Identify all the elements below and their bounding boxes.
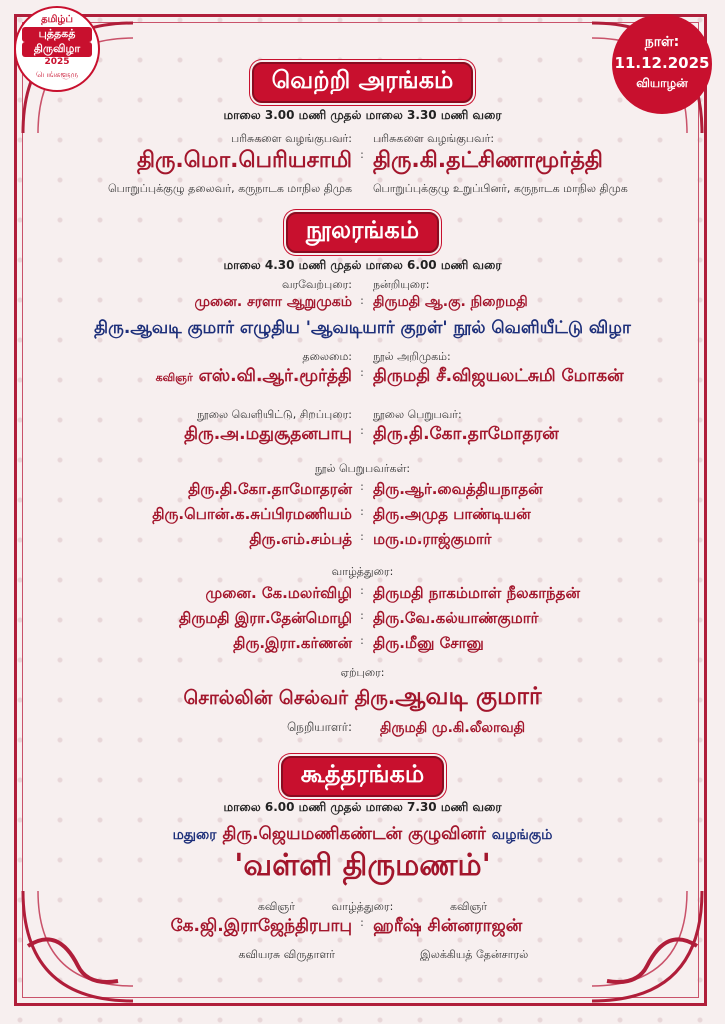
s1-left-desc: பொறுப்புக்குழு தலைவர், கருநாடக மாநில திமுக: [108, 182, 352, 195]
moderator-name: திருமதி மு.கி.லீலாவதி: [380, 720, 526, 736]
separator: :: [360, 609, 364, 622]
greet-left-1: முனை. கே.மலர்விழி: [205, 584, 352, 602]
day-value: வியாழன்: [636, 76, 688, 90]
release-role: நூலை வெளியிட்டு, சிறப்புரை:: [197, 408, 352, 421]
greet-role: வாழ்த்துரை:: [331, 565, 394, 578]
troupe-presents: வழங்கும்: [491, 827, 553, 843]
accept-role: ஏற்புரை:: [340, 666, 385, 679]
section-heading-drama: கூத்தரங்கம்: [281, 756, 444, 797]
greet-left-3: திரு.இரா.கர்ணன்: [233, 634, 352, 652]
section2-time: மாலை 4.30 மணி முதல் மாலை 6.00 மணி வரை: [223, 258, 502, 272]
section-heading-victory: வெற்றி அரங்கம்: [252, 62, 474, 103]
moderator-role: நெறியாளர்:: [286, 720, 352, 734]
launch-title: திரு.ஆவடி குமார் எழுதிய 'ஆவடியார் குறள்' நூல் வெளியீட்டு விழா: [94, 318, 631, 338]
recipient-left-3: திரு.எம்.சம்பத்: [249, 530, 352, 548]
logo-place: பெங்களூரு: [35, 70, 78, 79]
s3-left-name: கே.ஜி.இராஜேந்திரபாபு: [170, 916, 352, 936]
separator: :: [360, 584, 364, 597]
play-title: 'வள்ளி திருமணம்': [234, 848, 491, 883]
recipient-right-2: திரு.அமுத பாண்டியன்: [373, 505, 531, 523]
logo-year: 2025: [44, 57, 70, 67]
greet-right-3: திரு.மீனு சோனு: [373, 634, 484, 652]
receive-role: நூலை பெறுபவர்:: [373, 408, 462, 421]
chair-prefix: கவிஞர்: [155, 371, 193, 384]
separator: :: [360, 148, 364, 161]
s3-right-prefix: கவிஞர்: [450, 900, 488, 913]
greet-right-1: திருமதி நாகம்மாள் நீலகாந்தன்: [373, 584, 580, 602]
welcome-name: முனை. சரளா ஆறுமுகம்: [194, 294, 352, 310]
greet-right-2: திரு.வே.கல்யாண்குமார்: [373, 609, 539, 627]
welcome-role: வரவேற்புரை:: [281, 278, 352, 291]
release-name: திரு.அ.மதுசூதனபாபு: [184, 424, 352, 444]
s3-greet-role: வாழ்த்துரை:: [331, 900, 394, 913]
s1-left-role: பரிசுகளை வழங்குபவர்:: [230, 132, 352, 145]
troupe-city: மதுரை: [172, 827, 217, 843]
troupe-name: திரு.ஜெயமணிகண்டன் குழுவினர்: [222, 824, 486, 844]
separator: :: [360, 634, 364, 647]
separator: :: [360, 505, 364, 518]
receive-name: திரு.தி.கோ.தாமோதரன்: [373, 424, 559, 444]
separator: :: [360, 424, 364, 437]
separator: :: [360, 530, 364, 543]
logo-line2: திருவிழா: [22, 42, 92, 57]
s1-right-role: பரிசுகளை வழங்குபவர்:: [373, 132, 495, 145]
greet-left-2: திருமதி இரா.தேன்மொழி: [179, 609, 352, 627]
section-heading-book: நூலரங்கம்: [286, 212, 439, 253]
chair-role: தலைமை:: [302, 350, 352, 363]
s3-left-desc: கவியரசு விருதாளர்: [238, 948, 335, 961]
s1-right-name: திரு.கி.தட்சிணாமூர்த்தி: [373, 148, 603, 173]
separator: :: [360, 916, 364, 929]
separator: :: [360, 294, 364, 307]
intro-role: நூல் அறிமுகம்:: [373, 350, 451, 363]
logo-top-text: தமிழ்ப்: [41, 14, 73, 25]
date-label: நாள்:: [644, 34, 680, 50]
chair-name-line: [156, 366, 352, 388]
thanks-name: திருமதி ஆ.கு. நிறைமதி: [373, 294, 528, 310]
logo-line1: புத்தகத்: [22, 27, 92, 42]
recipient-right-3: மரு.ம.ராஜ்குமார்: [373, 530, 492, 548]
thanks-role: நன்றியுரை:: [373, 278, 430, 291]
accept-prefix: சொல்லின் செல்வர் திரு.: [183, 687, 396, 709]
s3-right-desc: இலக்கியத் தேன்சாரல்: [420, 948, 529, 961]
date-value: 11.12.2025: [614, 54, 710, 72]
s1-left-name: திரு.மொ.பெரியசாமி: [137, 148, 352, 173]
recipients-role: நூல் பெறுபவர்கள்:: [314, 462, 411, 475]
recipient-right-1: திரு.ஆர்.வைத்தியநாதன்: [373, 480, 543, 498]
section1-time: மாலை 3.00 மணி முதல் மாலை 3.30 மணி வரை: [223, 108, 502, 122]
recipient-left-1: திரு.தி.கோ.தாமோதரன்: [188, 480, 352, 498]
separator: :: [360, 366, 364, 379]
section3-time: மாலை 6.00 மணி முதல் மாலை 7.30 மணி வரை: [223, 800, 502, 814]
separator: :: [360, 480, 364, 493]
s3-right-name: ஹரீஷ் சின்னராஜன்: [373, 916, 523, 936]
s1-right-desc: பொறுப்புக்குழு உறுப்பினர், கருநாடக மாநில திமுக: [373, 182, 628, 195]
s3-left-prefix: கவிஞர்: [257, 900, 295, 913]
troupe-line: [0, 824, 725, 846]
intro-name: திருமதி சீ.விஜயலட்சுமி மோகன்: [373, 366, 624, 386]
accept-line: [0, 682, 725, 713]
chair-name: எஸ்.வி.ஆர்.மூர்த்தி: [198, 366, 352, 386]
recipient-left-2: திரு.பொன்.க.சுப்பிரமணியம்: [152, 505, 352, 523]
accept-name: ஆவடி குமார்: [395, 682, 542, 710]
